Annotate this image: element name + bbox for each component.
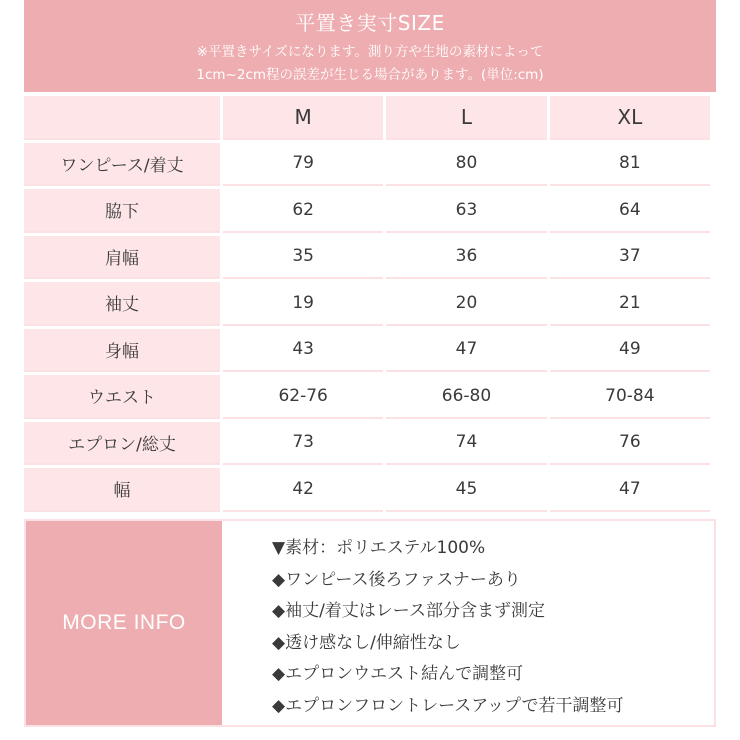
table-header-row bbox=[24, 96, 710, 140]
row-label: 身幅 bbox=[24, 329, 220, 373]
table-cell: 47 bbox=[550, 468, 710, 512]
more-info-label: MORE INFO bbox=[26, 521, 222, 725]
table-cell: 43 bbox=[223, 329, 383, 373]
table-cell: 80 bbox=[386, 143, 546, 187]
table-cell: 73 bbox=[223, 422, 383, 466]
size-note-line-2: 1cm~2cm程の誤差が生じる場合があります。(単位:cm) bbox=[196, 67, 544, 83]
row-label: ウエスト bbox=[24, 375, 220, 419]
row-label: 脇下 bbox=[24, 189, 220, 233]
table-row bbox=[24, 189, 710, 233]
table-cell: 79 bbox=[223, 143, 383, 187]
table-cell: 37 bbox=[550, 236, 710, 280]
row-label: 袖丈 bbox=[24, 282, 220, 326]
size-table bbox=[21, 93, 713, 515]
table-row bbox=[24, 329, 710, 373]
row-label: 肩幅 bbox=[24, 236, 220, 280]
table-cell: 20 bbox=[386, 282, 546, 326]
table-corner-cell bbox=[24, 96, 220, 140]
table-row bbox=[24, 236, 710, 280]
row-label: 幅 bbox=[24, 468, 220, 512]
list-item: ◆エプロンウエスト結んで調整可 bbox=[272, 664, 524, 684]
table-cell: 62 bbox=[223, 189, 383, 233]
table-cell: 47 bbox=[386, 329, 546, 373]
size-header bbox=[24, 0, 716, 92]
table-cell: 49 bbox=[550, 329, 710, 373]
table-cell: 66-80 bbox=[386, 375, 546, 419]
list-item: ◆ワンピース後ろファスナーあり bbox=[272, 569, 521, 590]
table-row bbox=[24, 422, 710, 466]
table-cell: 42 bbox=[223, 468, 383, 512]
table-cell: 64 bbox=[550, 189, 710, 233]
table-cell: 62-76 bbox=[223, 375, 383, 419]
table-row bbox=[24, 143, 710, 187]
table-row bbox=[24, 282, 710, 326]
table-cell: 45 bbox=[386, 468, 546, 512]
column-header-l: L bbox=[386, 96, 546, 140]
list-item: ▼素材：ポリエステル100% bbox=[272, 538, 486, 558]
more-info-box bbox=[24, 519, 716, 727]
list-item: ◆透け感なし/伸縮性なし bbox=[272, 632, 461, 653]
column-header-xl: XL bbox=[550, 96, 710, 140]
table-cell: 81 bbox=[550, 143, 710, 187]
row-label: ワンピース/着丈 bbox=[24, 143, 220, 187]
table-cell: 19 bbox=[223, 282, 383, 326]
table-cell: 70-84 bbox=[550, 375, 710, 419]
table-cell: 21 bbox=[550, 282, 710, 326]
size-note-line-1: ※平置きサイズになります。測り方や生地の素材によって bbox=[196, 44, 544, 60]
table-cell: 63 bbox=[386, 189, 546, 233]
column-header-m: M bbox=[223, 96, 383, 140]
table-row bbox=[24, 375, 710, 419]
table-cell: 74 bbox=[386, 422, 546, 466]
size-title: 平置き実寸SIZE bbox=[295, 11, 445, 35]
table-cell: 35 bbox=[223, 236, 383, 280]
row-label: エプロン/総丈 bbox=[24, 422, 220, 466]
list-item: ◆袖丈/着丈はレース部分含まず測定 bbox=[272, 601, 545, 621]
table-row bbox=[24, 468, 710, 512]
table-cell: 36 bbox=[386, 236, 546, 280]
table-cell: 76 bbox=[550, 422, 710, 466]
list-item: ◆エプロンフロントレースアップで若干調整可 bbox=[272, 695, 624, 716]
more-info-list bbox=[272, 533, 624, 722]
